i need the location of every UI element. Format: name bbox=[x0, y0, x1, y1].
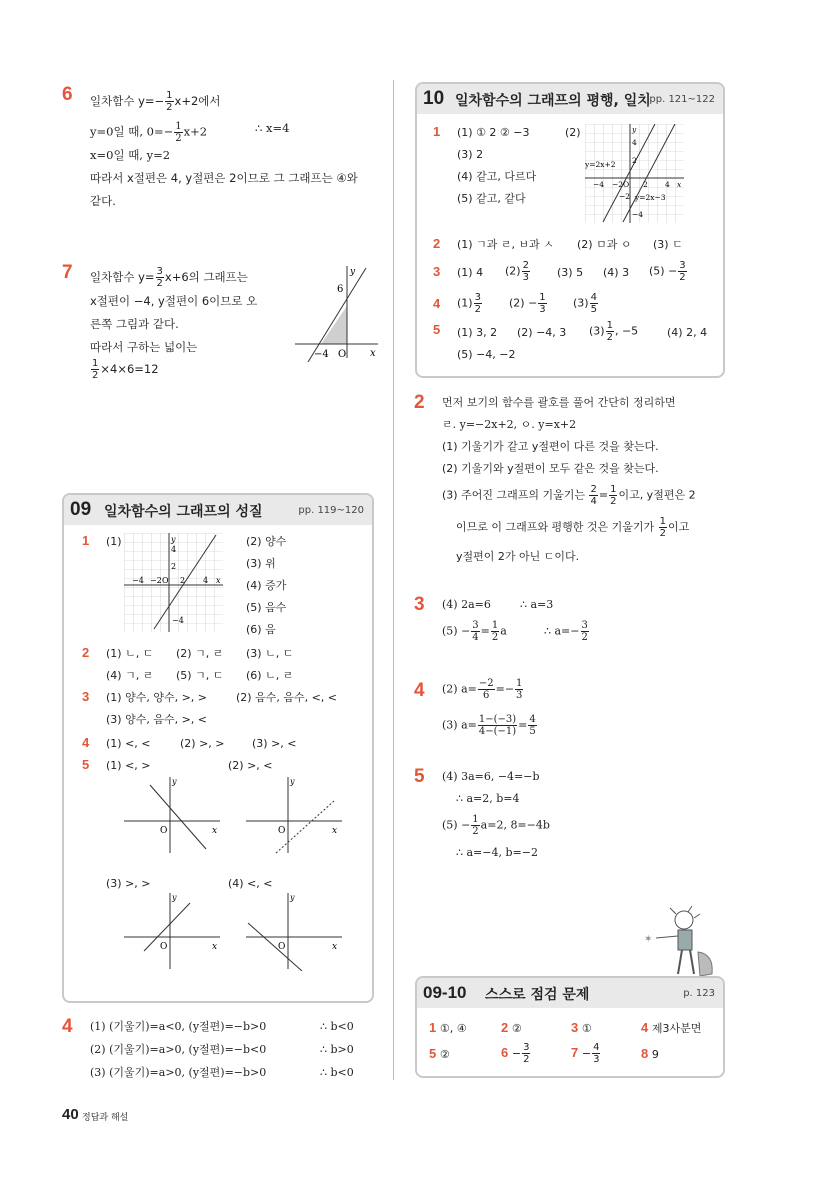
answer-item: (5) ㄱ, ㄷ bbox=[176, 669, 224, 682]
text-line: 먼저 보기의 함수를 괄호를 풀어 간단히 정리하면 bbox=[442, 396, 676, 409]
answer-item: (2) $\frac{2}{3}$ bbox=[505, 260, 529, 283]
review-item: 3 ① bbox=[571, 1020, 592, 1035]
svg-text:4: 4 bbox=[171, 545, 177, 554]
svg-text:x: x bbox=[212, 826, 218, 836]
y-axis-label: y bbox=[350, 267, 356, 277]
svg-text:−2: −2 bbox=[150, 576, 162, 585]
svg-text:−2: −2 bbox=[619, 192, 631, 201]
text-line: (2) (기울기)=a>0, (y절편)=−b<0 bbox=[90, 1043, 267, 1056]
row-number: 2 bbox=[433, 236, 441, 251]
text-line: (5) − $\frac{1}{2}$ a=2, 8=−4b bbox=[442, 814, 550, 837]
sketch-graph-4 bbox=[244, 891, 344, 971]
problem-number: 5 bbox=[414, 766, 425, 787]
row-number: 1 bbox=[82, 533, 90, 548]
answer-item: (2) −4, 3 bbox=[517, 326, 567, 339]
review-item: 4 제3사분면 bbox=[641, 1020, 702, 1035]
answer-item: (1) <, < bbox=[106, 737, 151, 750]
answer-item: (3) 위 bbox=[246, 557, 276, 570]
answer-item: (2) ㅁ과 ㅇ bbox=[577, 238, 632, 251]
review-item: 2 ② bbox=[501, 1020, 522, 1035]
svg-text:2: 2 bbox=[180, 576, 186, 585]
problem-number: 2 bbox=[414, 392, 425, 413]
answer-item: (3) >, < bbox=[252, 737, 297, 750]
text-line: x=0일 때, y=2 bbox=[90, 148, 171, 162]
cartoon-character-illustration bbox=[640, 904, 720, 984]
svg-text:y=2x−3: y=2x−3 bbox=[635, 193, 666, 202]
svg-text:−4: −4 bbox=[632, 210, 644, 219]
svg-text:−4: −4 bbox=[593, 180, 605, 189]
section-number: 10 bbox=[423, 88, 445, 109]
problem-number: 4 bbox=[62, 1016, 73, 1037]
svg-text:x: x bbox=[216, 576, 221, 585]
row-number: 4 bbox=[82, 735, 90, 750]
svg-text:4: 4 bbox=[203, 576, 209, 585]
svg-text:y: y bbox=[171, 535, 176, 544]
text-line: (5) − $\frac{3}{4}$ = $\frac{1}{2}$ a bbox=[442, 620, 507, 643]
section-number: 09-10 bbox=[423, 983, 467, 1002]
text-line: 이므로 이 그래프와 평행한 것은 기울기가 $\frac{1}{2}$ 이고 bbox=[456, 516, 690, 539]
section-pages: p. 123 bbox=[683, 988, 715, 999]
answer-item: (2) 양수 bbox=[246, 535, 287, 548]
svg-text:−2: −2 bbox=[612, 180, 624, 189]
answer-item: (1) 3, 2 bbox=[457, 326, 498, 339]
problem-number: 6 bbox=[62, 84, 73, 105]
row-number: 5 bbox=[82, 757, 90, 772]
sketch-graph-1 bbox=[122, 775, 222, 855]
shaded-triangle bbox=[321, 306, 347, 344]
text-line: (4) 2a=6 bbox=[442, 598, 491, 611]
section-number: 09 bbox=[70, 499, 92, 520]
section-10-box bbox=[415, 82, 725, 378]
svg-text:x: x bbox=[677, 180, 682, 189]
text-line: ∴ a=− $\frac{3}{2}$ bbox=[544, 620, 588, 643]
svg-text:x: x bbox=[332, 826, 338, 836]
svg-text:x: x bbox=[332, 942, 338, 952]
area-graph bbox=[290, 262, 380, 362]
text-line: ∴ a=3 bbox=[520, 598, 554, 611]
answer-item: (2) >, < bbox=[228, 759, 273, 772]
answer-item: (5) −4, −2 bbox=[457, 348, 516, 361]
answer-item: (4) <, < bbox=[228, 877, 273, 890]
answer-item: (2) ㄱ, ㄹ bbox=[176, 647, 224, 660]
section-pages: pp. 119~120 bbox=[298, 505, 364, 516]
section-title: 일차함수의 그래프의 평행, 일치 bbox=[455, 93, 651, 109]
text-line: (2) 기울기와 y절편이 모두 같은 것을 찾는다. bbox=[442, 462, 659, 475]
text-line: ∴ b>0 bbox=[320, 1043, 354, 1056]
svg-text:O: O bbox=[623, 180, 630, 189]
text-line: (3) 주어진 그래프의 기울기는 $\frac{2}{4}$ = $\frac{1}{2}$ 이고, y절편은 2 bbox=[442, 484, 696, 507]
svg-text:y: y bbox=[172, 893, 177, 902]
text-line: ∴ b<0 bbox=[320, 1020, 354, 1033]
answer-item: (4) 2, 4 bbox=[667, 326, 708, 339]
page-number: 40 bbox=[62, 1106, 79, 1123]
svg-text:O: O bbox=[160, 942, 168, 952]
fraction: $\frac{1}{2}$ bbox=[166, 90, 173, 113]
answer-item: (1) ① 2 ② −3 bbox=[457, 126, 530, 139]
text-line: y=0일 때, 0=− bbox=[90, 124, 174, 139]
svg-text:O: O bbox=[162, 576, 169, 585]
svg-text:−4: −4 bbox=[132, 576, 144, 585]
svg-text:4: 4 bbox=[632, 138, 637, 147]
text-line: x절편이 −4, y절편이 6이므로 오 bbox=[90, 294, 258, 308]
review-item: 6 − $\frac{3}{2}$ bbox=[501, 1042, 530, 1065]
origin-label: O bbox=[338, 349, 347, 360]
column-divider bbox=[393, 80, 394, 1080]
row-number: 2 bbox=[82, 645, 90, 660]
answer-item: (2) 음수, 음수, <, < bbox=[236, 691, 337, 704]
text-line: 일차함수 y=− bbox=[90, 94, 165, 108]
parallel-lines-graph bbox=[585, 124, 685, 224]
review-box bbox=[415, 976, 725, 1078]
svg-text:✶: ✶ bbox=[644, 934, 653, 945]
answer-item: (3) 2 bbox=[457, 148, 484, 161]
review-item: 1 ①, ④ bbox=[429, 1020, 467, 1035]
text-line: ∴ x=4 bbox=[255, 121, 290, 135]
review-item: 5 ② bbox=[429, 1046, 450, 1061]
sketch-graph-3 bbox=[122, 891, 222, 971]
text-line: (4) 3a=6, −4=−b bbox=[442, 770, 540, 783]
answer-item: (1) <, > bbox=[106, 759, 151, 772]
answer-item: (6) ㄴ, ㄹ bbox=[246, 669, 294, 682]
svg-text:4: 4 bbox=[665, 180, 670, 189]
x-intercept-label: −4 bbox=[314, 349, 329, 360]
review-header bbox=[417, 978, 723, 1008]
text-line: 같다. bbox=[90, 194, 116, 208]
text-line: ∴ b<0 bbox=[320, 1066, 354, 1079]
answer-item: (3) 양수, 음수, >, < bbox=[106, 713, 207, 726]
answer-item: (5) 같고, 같다 bbox=[457, 192, 526, 205]
text-line: ㄹ. y=−2x+2, ㅇ. y=x+2 bbox=[442, 418, 577, 431]
svg-text:O: O bbox=[278, 826, 286, 836]
text-line: 른쪽 그림과 같다. bbox=[90, 317, 179, 331]
answer-item: (1) 4 bbox=[457, 266, 484, 279]
answer-item: (5) 음수 bbox=[246, 601, 287, 614]
svg-text:y: y bbox=[290, 777, 295, 786]
answer-item: (4) 같고, 다르다 bbox=[457, 170, 537, 183]
section-title: 스스로 점검 문제 bbox=[485, 987, 590, 1003]
svg-text:x: x bbox=[212, 942, 218, 952]
answer-item: (3) 5 bbox=[557, 266, 584, 279]
section-title: 일차함수의 그래프의 성질 bbox=[104, 504, 263, 520]
text-line: (1) (기울기)=a<0, (y절편)=−b>0 bbox=[90, 1020, 267, 1033]
grid-graph bbox=[124, 533, 224, 633]
text-line: ∴ a=2, b=4 bbox=[456, 792, 520, 805]
graph-line bbox=[308, 268, 366, 362]
answer-item: (1) ㄴ, ㄷ bbox=[106, 647, 154, 660]
answer-item: (6) 음 bbox=[246, 623, 276, 636]
answer-item: (2) bbox=[565, 126, 581, 139]
text-line: ∴ a=−4, b=−2 bbox=[456, 846, 538, 859]
section-09-box bbox=[62, 493, 374, 1003]
svg-text:y: y bbox=[290, 893, 295, 902]
text-line: (1) 기울기가 같고 y절편이 다른 것을 찾는다. bbox=[442, 440, 659, 453]
svg-text:2: 2 bbox=[632, 156, 637, 165]
answer-item: (1) ㄱ과 ㄹ, ㅂ과 ㅅ bbox=[457, 238, 554, 251]
sketch-graph-2 bbox=[244, 775, 344, 855]
review-item: 7 − $\frac{4}{3}$ bbox=[571, 1042, 600, 1065]
section-header bbox=[64, 495, 372, 525]
footer-label: 정답과 해설 bbox=[82, 1113, 129, 1123]
answer-label: (1) bbox=[106, 535, 122, 548]
answer-item: (1) 양수, 양수, >, > bbox=[106, 691, 207, 704]
answer-item: (3) ㄷ bbox=[653, 238, 683, 251]
row-number: 1 bbox=[433, 124, 441, 139]
text-line: 따라서 x절편은 4, y절편은 2이므로 그 그래프는 ④와 bbox=[90, 171, 358, 185]
answer-item: (3) $\frac{1}{2}$ , −5 bbox=[589, 320, 639, 343]
text-line: (3) a= $\frac{1-(-3)}{4-(-1)}$ = $\frac{4}{5}$ bbox=[442, 714, 536, 737]
section-header bbox=[417, 84, 723, 114]
row-number: 5 bbox=[433, 322, 441, 337]
text-line: (2) a= $\frac{-2}{6}$ =− $\frac{1}{3}$ bbox=[442, 678, 523, 701]
svg-text:y: y bbox=[632, 125, 637, 134]
problem-number: 7 bbox=[62, 262, 73, 283]
answer-item: (2) >, > bbox=[180, 737, 225, 750]
answer-item: (4) ㄱ, ㄹ bbox=[106, 669, 154, 682]
text-line: 따라서 구하는 넓이는 bbox=[90, 340, 198, 354]
section-pages: pp. 121~122 bbox=[649, 94, 715, 105]
problem-number: 3 bbox=[414, 594, 425, 615]
text-line: y절편이 2가 아닌 ㄷ이다. bbox=[456, 550, 580, 563]
svg-text:2: 2 bbox=[643, 180, 648, 189]
answer-item: (4) 증가 bbox=[246, 579, 287, 592]
answer-item: (1) $\frac{3}{2}$ bbox=[457, 292, 481, 315]
answer-item: (3) $\frac{4}{5}$ bbox=[573, 292, 597, 315]
answer-item: (4) 3 bbox=[603, 266, 630, 279]
row-number: 3 bbox=[82, 689, 90, 704]
row-number: 4 bbox=[433, 296, 441, 311]
answer-item: (2) − $\frac{1}{3}$ bbox=[509, 292, 546, 315]
answer-item: (3) ㄴ, ㄷ bbox=[246, 647, 294, 660]
review-item: 8 9 bbox=[641, 1046, 659, 1061]
answer-item: (3) >, > bbox=[106, 877, 151, 890]
answer-item: (5) − $\frac{3}{2}$ bbox=[649, 260, 686, 283]
x-axis-label: x bbox=[370, 348, 376, 359]
svg-text:−4: −4 bbox=[172, 616, 184, 625]
text-line: (3) (기울기)=a>0, (y절편)=−b>0 bbox=[90, 1066, 267, 1079]
row-number: 3 bbox=[433, 264, 441, 279]
svg-text:O: O bbox=[278, 942, 286, 952]
y-intercept-label: 6 bbox=[337, 284, 344, 295]
problem-number: 4 bbox=[414, 680, 425, 701]
svg-text:2: 2 bbox=[171, 562, 177, 571]
svg-text:O: O bbox=[160, 826, 168, 836]
svg-text:y: y bbox=[172, 777, 177, 786]
svg-text:y=2x+2: y=2x+2 bbox=[585, 160, 616, 169]
